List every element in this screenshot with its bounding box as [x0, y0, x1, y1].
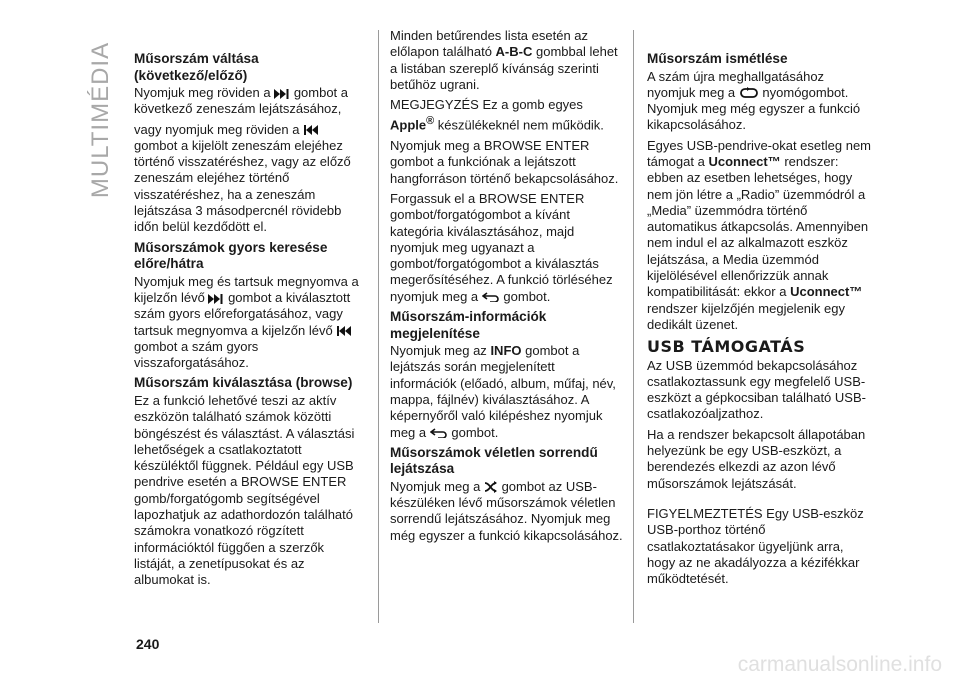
section-label: MULTIMÉDIA	[87, 41, 114, 199]
heading-repeat: Műsorszám ismétlése	[647, 51, 788, 66]
back-arrow-icon	[430, 428, 448, 438]
heading-track-info: Műsorszám-információk megjelenítése	[390, 309, 547, 341]
paragraph: Minden betűrendes lista esetén az előlapon található A-B-C gombbal lehet a listában szereplő kívánság szerinti betűhöz ugrani.	[390, 28, 618, 92]
paragraph: Ha a rendszer bekapcsolt állapotában helyezünk be egy USB-eszközt, a berendezés elkezdi az azon lévő műsorszámok lejátszását.	[647, 426, 866, 491]
paragraph: Nyomjuk meg az INFO gombot a lejátszás során megjelenített információk (előadó, album, műfaj, név, mappa, fájlnév) kiválasztásához. A képernyőről való kilépéshez nyomjuk meg a gombot.	[390, 343, 616, 440]
column-divider	[378, 30, 379, 623]
heading-fast-search: Műsorszámok gyors keresése előre/hátra	[134, 239, 328, 272]
column-1	[134, 48, 366, 593]
heading-track-change: Műsorszám váltása (következő/előző)	[134, 51, 259, 83]
paragraph: Nyomjuk meg a gombot az USB-készüléken lévő műsorszámok véletlen sorrendű lejátszásához. Nyomjuk meg még egyszer a funkció kikapcsolásához.	[390, 478, 623, 543]
column-2	[390, 28, 624, 548]
column-3	[647, 48, 873, 591]
previous-track-icon	[303, 125, 319, 135]
page-number: 240	[136, 636, 160, 652]
paragraph: A szám újra meghallgatásához nyomjuk meg a nyomógombot. Nyomjuk meg még egyszer a funkció kikapcsolásához.	[647, 68, 861, 133]
shuffle-icon	[484, 481, 498, 493]
repeat-icon	[739, 87, 759, 99]
paragraph: Nyomjuk meg és tartsuk megnyomva a kijelzőn lévő gombot a kiválasztott szám gyors előreforgatásához, vagy tartsuk megnyomva a kijelzőn lévő gombot a szám gyors visszaforgatásához.	[134, 273, 359, 371]
paragraph: Nyomjuk meg a BROWSE ENTER gombot a funkciónak a lejátszott hangforráson történő bekapcsolásához.	[390, 138, 619, 186]
paragraph: Egyes USB-pendrive-okat esetleg nem támogat a Uconnect™ rendszer: ebben az esetben lehetséges, hogy nem jön létre a „Radio” üzemmódról a „Media” üzemmódra történő automatikus átkapcsolás. Amennyiben nem indul el az alkalmazott eszköz lejátszása, a Media üzemmód kijelölésével ellenőrizzük annak kompatibilitását: ekkor a Uconnect™ rendszer kijelzőjén megjelenik egy dedikált üzenet.	[647, 137, 872, 332]
heading-shuffle: Műsorszámok véletlen sorrendű lejátszása	[390, 444, 598, 477]
back-arrow-icon	[482, 292, 500, 302]
heading-browse: Műsorszám kiválasztása (browse)	[134, 375, 353, 391]
warning-paragraph: FIGYELMEZTETÉS Egy USB-eszköz USB-porthoz történő csatlakoztatásakor ügyeljünk arra, hogy az ne akadályozza a kézifékkar működtetését.	[647, 505, 864, 587]
next-track-icon	[274, 89, 290, 99]
fast-forward-icon	[208, 294, 224, 304]
paragraph: Ez a funkció lehetővé teszi az aktív eszközön található számok közötti böngészést és választást. A választási lehetőségek a csatlakoztatott készüléktől függnek. Például egy USB pendrive esetén a BROWSE ENTER gomb/forgatógomb segítségével lapozhatjuk az adathordozón található számokra vonatkozó rögzített információktól függően a szerzők listáját, a zenetípusokat és az albumokat is.	[134, 392, 355, 588]
paragraph: MEGJEGYZÉS Ez a gomb egyes Apple® készülékeknél nem működik.	[390, 97, 604, 133]
paragraph: vagy nyomjuk meg röviden a gombot a kijelölt zeneszám elejéhez történő visszatéréshez, vagy az előző zeneszám elejéhez történő visszatéréshez, ha a zeneszám lejátszása 3 másodpercnél rövidebb időn belül kezdődött el.	[134, 121, 351, 235]
paragraph: Forgassuk el a BROWSE ENTER gombot/forgatógombot a kívánt kategória kiválasztásához, majd nyomjuk meg ugyanazt a gombot/forgatógombot a kiválasztás megerősítéséhez. A funkció törléséhez nyomjuk meg a gombot.	[390, 191, 613, 304]
watermark: carmanualsonline.info	[737, 653, 942, 676]
column-divider	[633, 30, 634, 623]
heading-usb-support: USB TÁMOGATÁS	[647, 337, 806, 357]
rewind-icon	[336, 326, 352, 336]
paragraph: Az USB üzemmód bekapcsolásához csatlakoztassunk egy megfelelő USB-eszközt a gépkocsiban található USB-csatlakozóaljzathoz.	[647, 357, 866, 422]
paragraph: Nyomjuk meg röviden a gombot a következő zeneszám lejátszásához,	[134, 85, 349, 117]
